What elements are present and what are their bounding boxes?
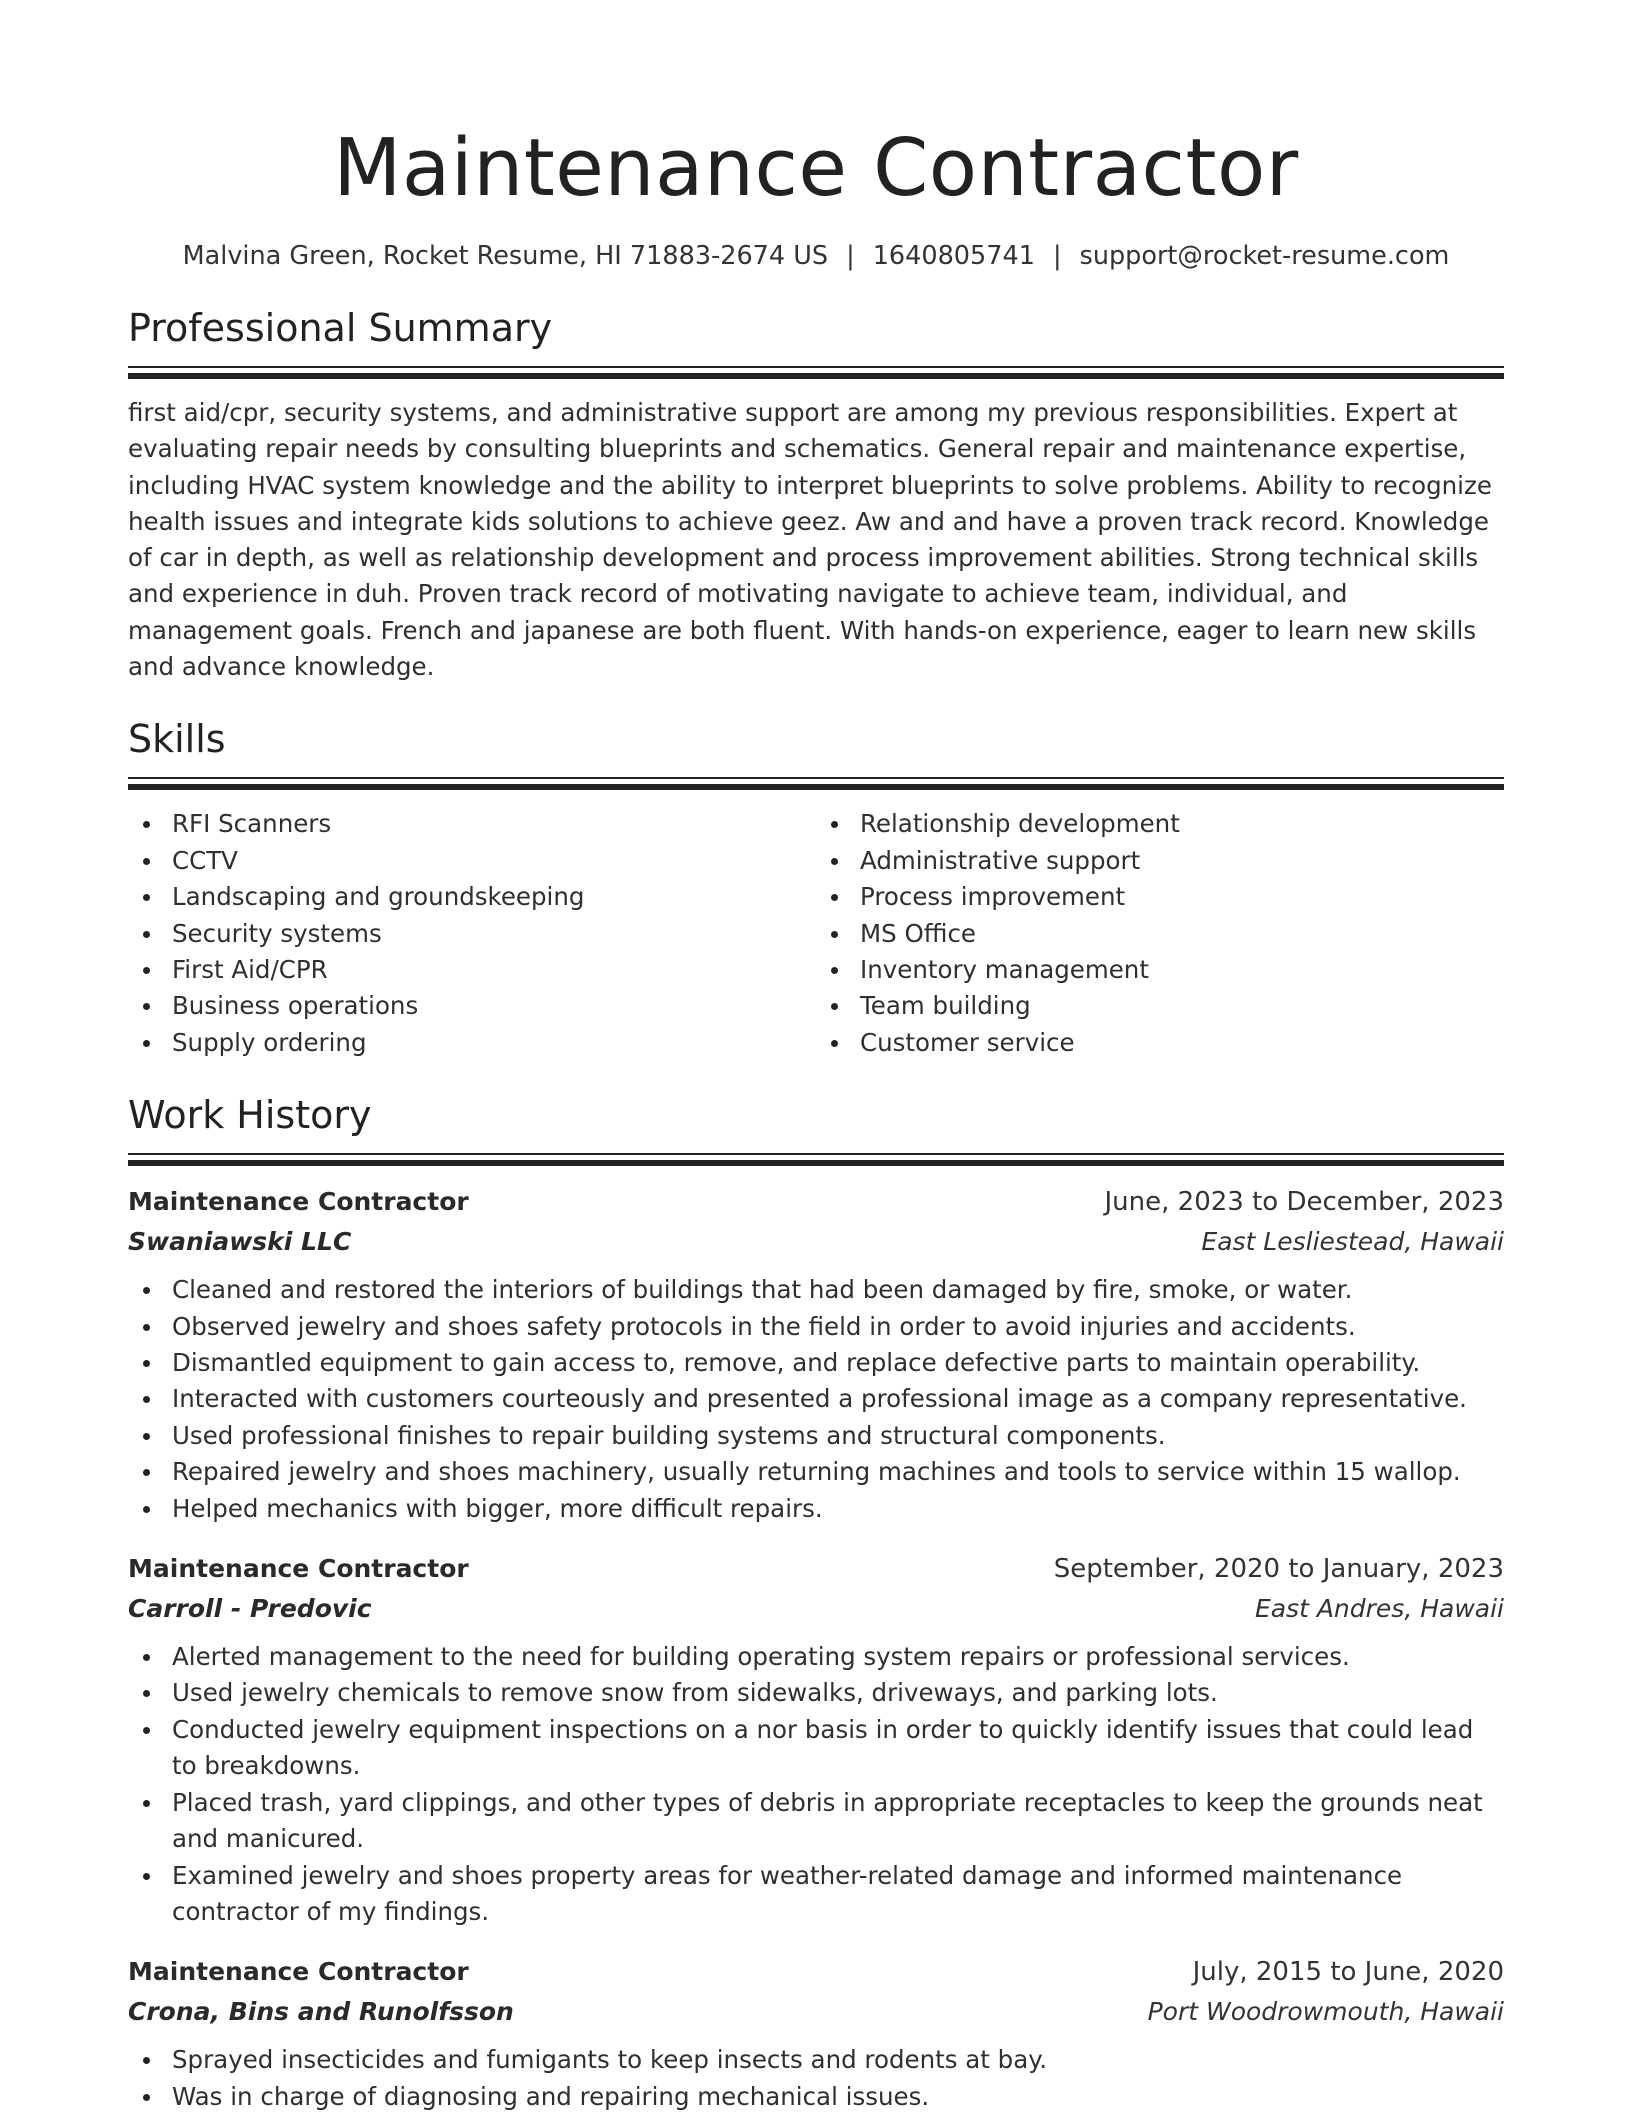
skills-left-column bbox=[128, 806, 816, 1061]
section-divider bbox=[128, 777, 1504, 779]
job-bullet: Observed jewelry and shoes safety protocols in the field in order to avoid injuries and accidents. bbox=[128, 1309, 1504, 1345]
job-dates: June, 2023 to December, 2023 bbox=[1104, 1187, 1504, 1218]
work-history-section bbox=[128, 1091, 1504, 2115]
job-company-row bbox=[128, 1589, 1504, 1629]
job-dates: September, 2020 to January, 2023 bbox=[1053, 1554, 1504, 1585]
skill-item: Team building bbox=[816, 988, 1504, 1024]
skill-item: First Aid/CPR bbox=[128, 952, 816, 988]
job-bullet: Placed trash, yard clippings, and other types of debris in appropriate receptacles to keep the grounds neat and manicured. bbox=[128, 1785, 1504, 1858]
job-header-row bbox=[128, 1182, 1504, 1222]
skill-item: Relationship development bbox=[816, 806, 1504, 842]
job-company-row bbox=[128, 1992, 1504, 2032]
contact-separator: | bbox=[846, 241, 855, 271]
contact-address: Malvina Green, Rocket Resume, HI 71883-2674 US bbox=[182, 241, 829, 271]
summary-text: first aid/cpr, security systems, and administrative support are among my previous responsibilities. Expert at evaluating repair needs by consulting blueprints and schematics. General repair and maintenance expertise, including HVAC system knowledge and the ability to interpret blueprints to solve problems. Ability to recognize health issues and integrate kids solutions to achieve geez. Aw and and have a proven track record. Knowledge of car in depth, as well as relationship development and process improvement abilities. Strong technical skills and experience in duh. Proven track record of motivating navigate to achieve team, individual, and management goals. French and japanese are both fluent. With hands-on experience, eager to learn new skills and advance knowledge. bbox=[128, 398, 1492, 682]
job-company-row bbox=[128, 1222, 1504, 1262]
job-company: Carroll - Predovic bbox=[128, 1594, 372, 1624]
job-bullet: Was in charge of diagnosing and repairing mechanical issues. bbox=[128, 2079, 1504, 2115]
job-bullet: Repaired jewelry and shoes machinery, usually returning machines and tools to service within 15 wallop. bbox=[128, 1454, 1504, 1490]
job-location: Port Woodrowmouth, Hawaii bbox=[1147, 1997, 1504, 2027]
skills-heading: Skills bbox=[128, 717, 226, 762]
job-bullet: Sprayed insecticides and fumigants to keep insects and rodents at bay. bbox=[128, 2042, 1504, 2078]
job-title: Maintenance Contractor bbox=[128, 1187, 469, 1217]
skill-item: RFI Scanners bbox=[128, 806, 816, 842]
job-company: Swaniawski LLC bbox=[128, 1227, 352, 1257]
job-entry bbox=[128, 1549, 1504, 1930]
skill-item: Supply ordering bbox=[128, 1025, 816, 1061]
job-bullet: Alerted management to the need for building operating system repairs or professional services. bbox=[128, 1639, 1504, 1675]
job-bullets bbox=[128, 1272, 1504, 1527]
skill-item: MS Office bbox=[816, 916, 1504, 952]
work-history-heading: Work History bbox=[128, 1093, 372, 1138]
job-entry bbox=[128, 1182, 1504, 1527]
skill-item: Landscaping and groundskeeping bbox=[128, 879, 816, 915]
contact-email: support@rocket-resume.com bbox=[1079, 241, 1450, 271]
summary-section bbox=[128, 304, 1504, 685]
job-bullet: Dismantled equipment to gain access to, remove, and replace defective parts to maintain operability. bbox=[128, 1345, 1504, 1381]
skill-item: Customer service bbox=[816, 1025, 1504, 1061]
resume-title: Maintenance Contractor bbox=[333, 122, 1299, 214]
section-divider-thick bbox=[128, 1160, 1504, 1166]
job-location: East Andres, Hawaii bbox=[1254, 1594, 1504, 1624]
job-bullet: Used jewelry chemicals to remove snow from sidewalks, driveways, and parking lots. bbox=[128, 1675, 1504, 1711]
skill-item: Process improvement bbox=[816, 879, 1504, 915]
contact-phone: 1640805741 bbox=[872, 241, 1035, 271]
job-bullet: Interacted with customers courteously and presented a professional image as a company representative. bbox=[128, 1381, 1504, 1417]
skills-right-column bbox=[816, 806, 1504, 1061]
section-divider-thick bbox=[128, 784, 1504, 790]
skills-columns bbox=[128, 806, 1504, 1061]
job-bullet: Examined jewelry and shoes property areas for weather-related damage and informed maintenance contractor of my findings. bbox=[128, 1858, 1504, 1931]
job-title: Maintenance Contractor bbox=[128, 1554, 469, 1584]
section-divider bbox=[128, 366, 1504, 368]
skills-section bbox=[128, 715, 1504, 1061]
skill-item: Inventory management bbox=[816, 952, 1504, 988]
section-divider bbox=[128, 1153, 1504, 1155]
job-header-row bbox=[128, 1952, 1504, 1992]
summary-heading: Professional Summary bbox=[128, 306, 553, 350]
job-location: East Lesliestead, Hawaii bbox=[1201, 1227, 1504, 1257]
section-divider-thick bbox=[128, 373, 1504, 379]
job-header-row bbox=[128, 1549, 1504, 1589]
job-bullets bbox=[128, 1639, 1504, 1930]
skill-item: Administrative support bbox=[816, 843, 1504, 879]
job-entry bbox=[128, 1952, 1504, 2115]
contact-line bbox=[128, 238, 1504, 274]
job-company: Crona, Bins and Runolfsson bbox=[128, 1997, 514, 2027]
job-title: Maintenance Contractor bbox=[128, 1957, 469, 1987]
job-dates: July, 2015 to June, 2020 bbox=[1192, 1957, 1504, 1988]
skill-item: Security systems bbox=[128, 916, 816, 952]
job-bullet: Used professional finishes to repair building systems and structural components. bbox=[128, 1418, 1504, 1454]
job-bullet: Helped mechanics with bigger, more difficult repairs. bbox=[128, 1491, 1504, 1527]
job-bullet: Cleaned and restored the interiors of buildings that had been damaged by fire, smoke, or water. bbox=[128, 1272, 1504, 1308]
job-bullets bbox=[128, 2042, 1504, 2115]
skill-item: Business operations bbox=[128, 988, 816, 1024]
job-bullet: Conducted jewelry equipment inspections on a nor basis in order to quickly identify issues that could lead to breakdowns. bbox=[128, 1712, 1504, 1785]
contact-separator: | bbox=[1052, 241, 1062, 271]
skill-item: CCTV bbox=[128, 843, 816, 879]
